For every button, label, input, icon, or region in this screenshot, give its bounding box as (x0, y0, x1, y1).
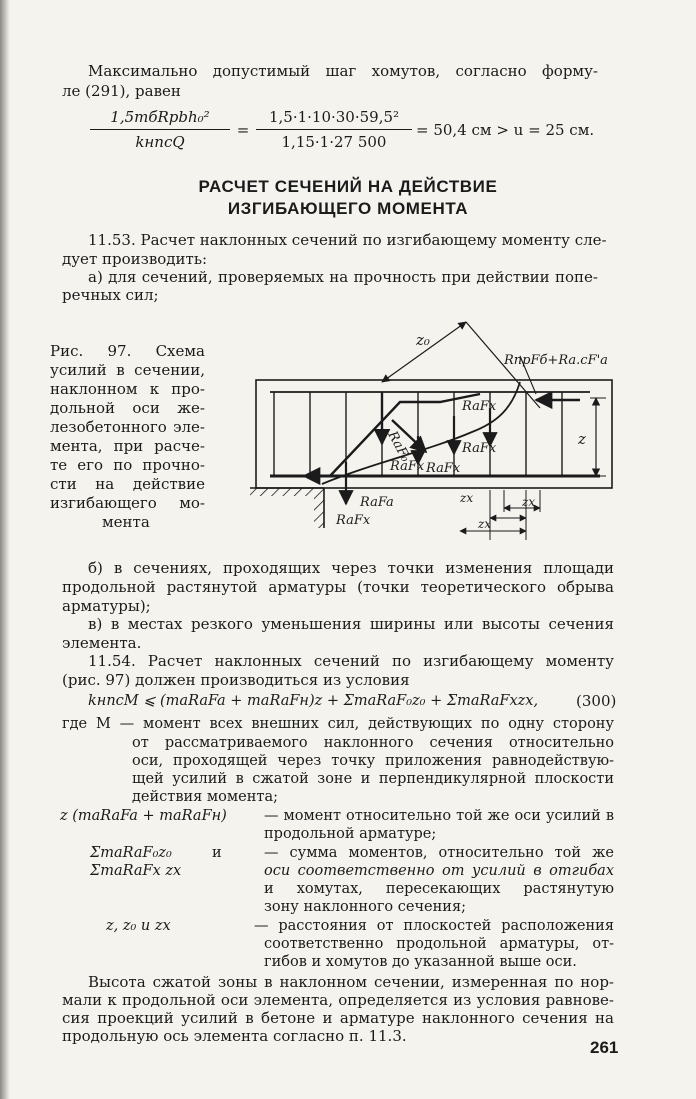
caption-line: те его по прочно- (50, 456, 205, 474)
label-ra-fx-mid: RaFx (462, 441, 497, 456)
section-heading-line-1: РАСЧЕТ СЕЧЕНИЙ НА ДЕЙСТВИЕ (198, 177, 498, 196)
label-ra-fx-b1: RaFx (390, 459, 425, 474)
item-b-line-1: б) в сечениях, проходящих через точки изменения площади (88, 559, 614, 577)
item-v-line-2: элемента. (62, 634, 142, 652)
where-dist-term: z, z₀ и zx (106, 918, 171, 934)
where-line: щей усилий в сжатой зоне и перпендикулярной плоскости (132, 771, 614, 787)
closing-line-1: Высота сжатой зоны в наклонном сечении, измеренная по нор- (88, 973, 614, 991)
item-v-line-1: в) в местах резкого уменьшения ширины или высоты сечения (88, 615, 614, 633)
caption-line: Рис. 97. Схема (50, 342, 205, 360)
support-hatch (314, 488, 324, 528)
where-sum-desc-1: — сумма моментов, относительно той же (264, 845, 614, 861)
label-top-force: RпрFб+Ra.cF'a (504, 353, 608, 368)
caption-line: дольной оси же- (50, 399, 205, 417)
where-and: и (212, 845, 222, 861)
where-dist-desc-1: — расстояния от плоскостей расположения (254, 918, 614, 934)
caption-line: мента (102, 513, 150, 531)
label-zx-3: zx (478, 517, 492, 531)
where-dist-desc-3: гибов и хомутов до указанной выше оси. (264, 954, 577, 970)
where-intro: где M — момент всех внешних сил, действующих по одну сторону (62, 716, 614, 732)
formula-left-numerator: 1,5mбRpbh₀² (110, 108, 210, 126)
item-b-line-3: арматуры); (62, 597, 151, 615)
p1153-line-2: дует производить: (62, 250, 208, 268)
p1153-line-1: 11.53. Расчет наклонных сечений по изгибающему моменту сле- (88, 231, 607, 249)
closing-line-4: продольную ось элемента согласно п. 11.3. (62, 1027, 407, 1045)
label-z: z (578, 430, 586, 448)
caption-line: усилий в сечении, (50, 361, 205, 379)
where-z-desc-2: продольной арматуре; (264, 826, 437, 842)
section-heading-line-2: ИЗГИБАЮЩЕГО МОМЕНТА (227, 199, 469, 218)
caption-line: сти на действие (50, 475, 205, 493)
where-sum-desc-2: оси соответственно от усилий в отгибах (264, 863, 614, 879)
label-ra-fx-b2: RaFx (426, 461, 461, 476)
where-z-term: z (maRaFa + maRaFн) (60, 808, 227, 824)
label-ra-f0: RaF₀ (384, 428, 413, 465)
where-z-desc-1: — момент относительно той же оси усилий в (264, 808, 614, 824)
book-binding-edge (0, 0, 10, 1099)
label-ra-fx-bottom: RaFx (336, 513, 371, 528)
where-sum-2: ΣmaRaFx zx (90, 863, 182, 879)
caption-line: изгибающего мо- (50, 494, 205, 512)
where-sum-desc-4: зону наклонного сечения; (264, 899, 466, 915)
label-ra-fx-top: RaFx (462, 399, 497, 414)
formula-left-denominator: kнncQ (135, 133, 185, 151)
formula-equals: = (236, 121, 250, 139)
where-line: действия момента; (132, 789, 278, 805)
label-ra-fa: RaFa (360, 495, 394, 510)
p1153-item-a-line-2: речных сил; (62, 286, 159, 304)
caption-line: мента, при расче- (50, 437, 205, 455)
closing-line-2: мали к продольной оси элемента, определяется из условия равнове- (62, 991, 614, 1009)
formula-right-denominator: 1,15·1·27 500 (281, 133, 387, 151)
caption-line: лезобетонного эле- (50, 418, 205, 436)
p1154-line-1: 11.54. Расчет наклонных сечений по изгибающему моменту (88, 652, 614, 670)
figure-97-diagram (240, 312, 620, 548)
label-z0: z₀ (416, 331, 430, 349)
where-sum-1: ΣmaRaF₀z₀ (90, 845, 172, 861)
label-zx-2: zx (522, 495, 536, 509)
formula-result: = 50,4 см > u = 25 см. (416, 121, 595, 139)
where-line: от рассматриваемого наклонного сечения относительно (132, 735, 614, 751)
page-number: 261 (590, 1038, 619, 1057)
where-sum-desc-3: и хомутах, пересекающих растянутую (264, 881, 614, 897)
formula-300-number: (300) (576, 692, 617, 710)
p1153-item-a-line-1: а) для сечений, проверяемых на прочность при действии попе- (88, 268, 598, 286)
formula-right-numerator: 1,5·1·10·30·59,5² (268, 108, 400, 126)
caption-line: наклонном к про- (50, 380, 205, 398)
item-b-line-2: продольной растянутой арматуры (точки теоретического обрыва (62, 578, 614, 596)
intro-line-2: ле (291), равен (62, 82, 181, 100)
p1154-line-2: (рис. 97) должен производиться из условия (62, 671, 410, 689)
closing-line-3: сия проекций усилий в бетоне и арматуре наклонного сечения на (62, 1009, 614, 1027)
where-dist-desc-2: соответственно продольной арматуры, от- (264, 936, 614, 952)
fraction-bar-right (256, 129, 412, 130)
where-line: оси, проходящей через точку приложения равнодействую- (132, 753, 614, 769)
formula-300: kнncM ⩽ (maRaFa + maRaFн)z + ΣmaRaF₀z₀ + ΣmaRaFxzx, (88, 693, 539, 709)
fraction-bar-left (90, 129, 230, 130)
intro-line-1: Максимально допустимый шаг хомутов, согласно форму- (88, 62, 598, 80)
label-zx-1: zx (460, 491, 474, 505)
